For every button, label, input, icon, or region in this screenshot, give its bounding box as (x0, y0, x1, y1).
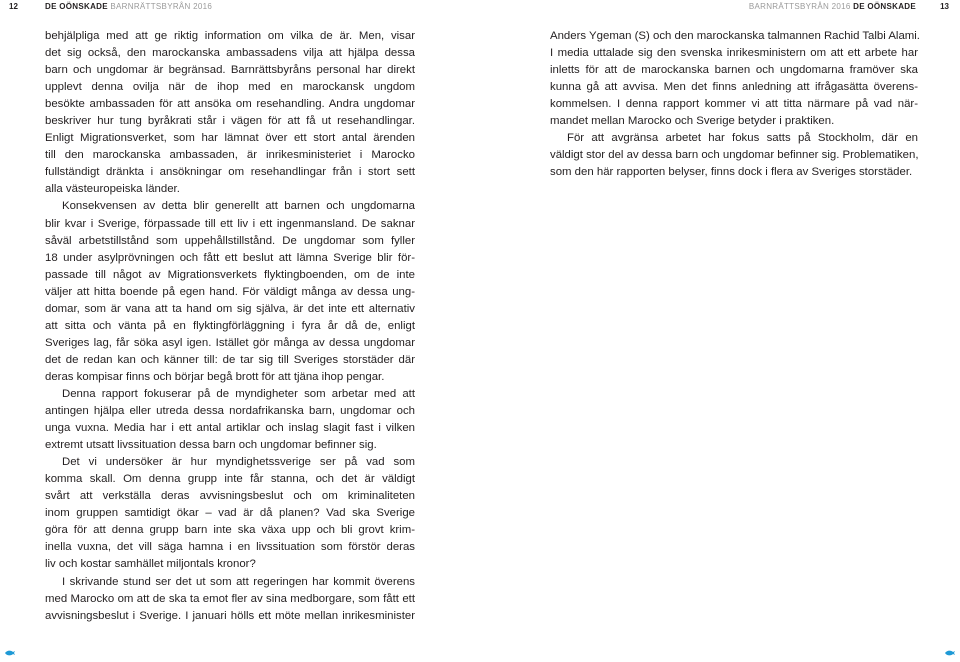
text-line: alla västeuropeiska länder. (45, 183, 180, 196)
text-line: kunna gå att avvisa. Men det finns anledning att ifrågasätta överens- (550, 81, 918, 94)
text-line: det de redan kan och känner till: de tar sig till Sveriges storstäder där (45, 353, 415, 366)
text-line: komma skall. Om denna grupp inte får stanna, och det är väldigt (45, 473, 415, 486)
text-line: extremt utsatt livssituation dessa barn och ungdomar befinner sig. (45, 439, 377, 452)
text-line: barn och ungdomar är begränsad. Barnrättsbyråns personal har direkt (45, 64, 415, 77)
bird-icon (944, 648, 956, 658)
text-line: unga vuxna. Media har i ett antal artiklar och inslag slagit fast i vilken (45, 422, 415, 435)
text-line: avvisningsbeslut i Sverige. I januari hölls ett möte mellan inrikesminister (45, 609, 415, 622)
text-line: passade till något av Migrationsverkets flyktingboenden, om de inte (45, 268, 415, 281)
text-line: Anders Ygeman (S) och den marockanska talmannen Rachid Talbi Alami. (550, 30, 920, 42)
text-line: För att avgränsa arbetet har fokus satts på Stockholm, där en (567, 132, 918, 145)
text-line: inom gruppen samtidigt ökar – vad är då planen? Vad ska Sverige (45, 507, 415, 520)
text-line: kommelsen. I denna rapport kommer vi att titta närmare på vad när- (550, 98, 918, 111)
text-line: väljer att hitta boende på egen hand. För väldigt många av dessa ung- (45, 285, 415, 298)
text-line: väldigt stor del av dessa barn och ungdomar befinner sig. Problematiken, (550, 149, 919, 162)
text-line: blir kvar i Sverige, förpassade till ett liv i ett ingenmansland. De saknar (45, 217, 415, 230)
text-line: Konsekvensen av detta blir generellt att barnen och ungdomarna (62, 200, 415, 213)
text-line: antingen hjälpa eller utreda dessa nordafrikanska barn, ungdomar och (45, 405, 415, 418)
text-line: domar, som är vana att ta hand om sig själva, är det inte ett alternativ (45, 302, 415, 315)
text-line: behjälpliga med att ge riktig information om vilka de är. Men, visar (45, 30, 415, 42)
text-line: Enligt Migrationsverket, som har lämnat över ett stort antal ärenden (45, 132, 415, 145)
text-line: beskriver hur tung byråkrati står i vägen för att få ut resehandlingar. (45, 115, 415, 128)
running-header-left (45, 2, 212, 12)
page-number-left: 12 (9, 2, 18, 11)
running-header-right (749, 2, 916, 12)
text-line: upplevt denna ovilja när de ihop med en marockansk ungdom (45, 81, 415, 94)
text-line: det sig också, den marockanska ambassadens vilja att hjälpa dessa (45, 47, 415, 60)
text-line: svårt att verkställa deras avvisningsbeslut och om kriminaliteten (45, 490, 415, 503)
text-line: mandet mellan Marocko och Sverige betyder i praktiken. (550, 115, 835, 128)
text-line: I skrivande stund ser det ut som att regeringen har kommit överens (62, 575, 415, 588)
header-subtitle: BARNRÄTTSBYRÅN 2016 (748, 2, 851, 11)
left-text-column (45, 28, 415, 625)
right-text-column (550, 28, 918, 181)
text-line: fullständigt dränkta i ansökningar om resehandlingar från i stort sett (45, 166, 415, 179)
bird-icon (4, 648, 16, 658)
text-line: I media uttalade sig den svenska inrikesministern om att ett arbete har (550, 47, 918, 60)
text-line: till den marockanska ambassaden, är inrikesministeriet i Marocko (45, 149, 415, 162)
text-line: göra för att denna grupp barn inte ska växa upp och bli grovt krim- (45, 524, 415, 537)
text-line: med Marocko om att de ska ta emot fler av sina medborgare, som fått ett (45, 592, 415, 605)
text-line: 18 under asylprövningen och fått ett beslut att lämna Sverige blir för- (45, 251, 415, 264)
text-line: Sveriges lag, får söka asyl igen. Istället gör många av dessa ungdomar (45, 336, 415, 349)
text-line: såväl arbetstillstånd som uppehållstillstånd. De ungdomar som fyller (45, 234, 415, 247)
text-line: som den här rapporten belyser, finns dock i flera av Sveriges storstäder. (550, 166, 913, 179)
text-line: inella vuxna, det vill säga hamna i en livssituation som förstör deras (45, 541, 415, 554)
text-line: att sitta och vänta på en flyktingförläggning i fyra år då de, enligt (45, 319, 415, 332)
text-line: besökte ambassaden för att ansöka om resehandling. Andra ungdomar (45, 98, 415, 111)
text-line: Denna rapport fokuserar på de myndigheter som arbetar med att (62, 387, 415, 400)
text-line: liv och kostar samhället miljontals kronor? (45, 558, 256, 571)
text-line: inletts för att de marockanska barnen och ungdomarna framöver ska (550, 64, 918, 77)
text-line: Det vi undersöker är hur myndighetssverige ser på vad som (62, 456, 415, 469)
page-number-right: 13 (940, 2, 949, 11)
header-subtitle: BARNRÄTTSBYRÅN 2016 (110, 2, 213, 11)
text-line: deras kompisar finns och börjar begå brott för att tjäna ihop pengar. (45, 370, 385, 383)
header-title: DE OÖNSKADE (45, 2, 108, 11)
header-title: DE OÖNSKADE (853, 2, 916, 11)
